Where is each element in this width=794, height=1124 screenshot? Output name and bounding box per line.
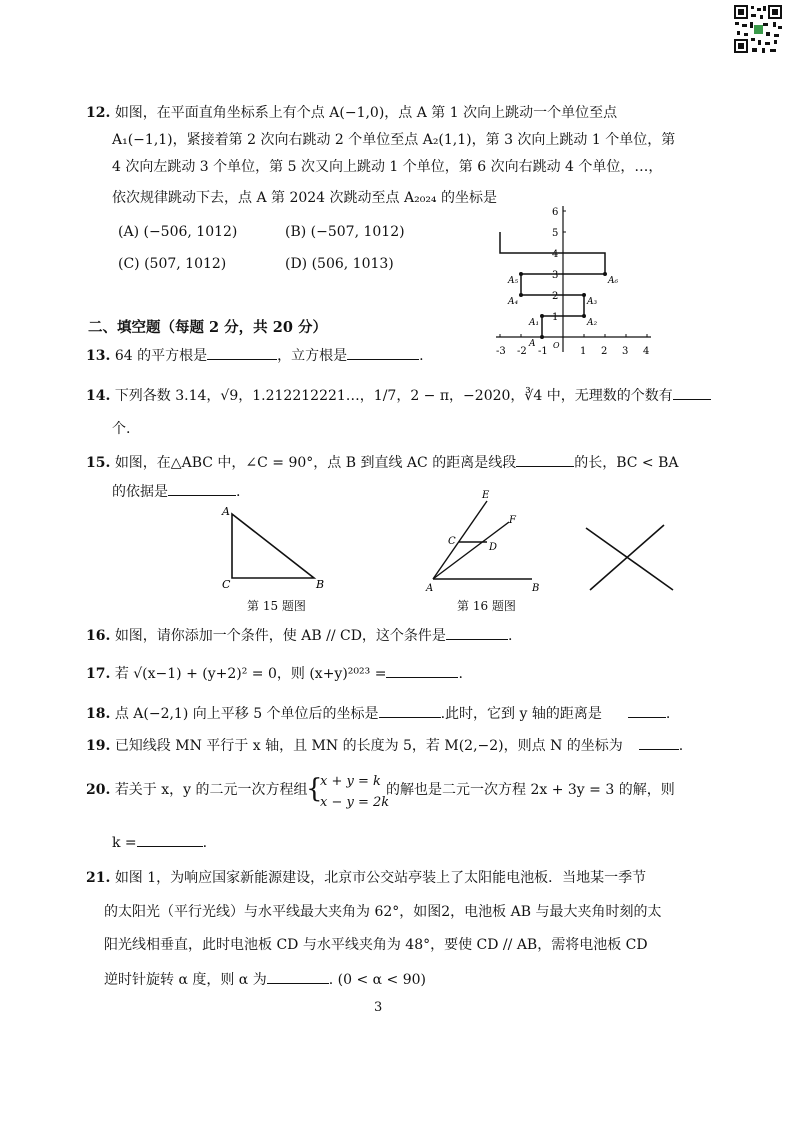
q15-line1 (86, 452, 679, 472)
jump-point-4 (519, 293, 523, 297)
q18-blank-distance[interactable] (628, 703, 666, 718)
q17-number: 17. (86, 666, 111, 682)
jump-point-3 (582, 293, 586, 297)
q13-text-b: ，立方根是 (277, 348, 348, 364)
q14-tail: 个. (112, 421, 131, 437)
q18-text-mid: .此时，它到 y 轴的距离是 (440, 706, 602, 722)
q12-option-b[interactable]: (B) (−507, 1012) (285, 224, 405, 240)
jump-point-6 (603, 272, 607, 276)
q12-text-line1: 如图，在平面直角坐标系上有个点 A(−1,0)，点 A 第 1 次向上跳动一个单位至点 (114, 105, 618, 121)
jump-point-label-4: A₄ (508, 297, 519, 307)
q20-line1 (86, 781, 308, 799)
q21-text-line1: 如图 1，为响应国家新能源建设，北京市公交站亭装上了太阳能电池板．当地某一季节 (114, 870, 647, 886)
q12-text-line2: A₁(−1,1)，紧接着第 2 次向右跳动 2 个单位至点 A₂(1,1)，第 3 次向上跳动 1 个单位，第 (112, 132, 676, 148)
q15-line2 (112, 481, 240, 501)
q21-text-line4: 逆时针旋转 α 度，则 α 为 (104, 972, 267, 988)
q19-line (86, 735, 683, 755)
fig16-label-f: F (509, 515, 516, 526)
fig16-ray-af (433, 522, 509, 579)
q20-equation-2: x − y = 2k (320, 795, 390, 810)
q21-blank[interactable] (267, 969, 329, 984)
q20-line2 (112, 832, 207, 852)
fig15-label-a: A (222, 505, 230, 518)
q21-line1 (86, 869, 646, 887)
fig15-label-b: B (316, 578, 325, 591)
q18-end: . (665, 706, 671, 722)
q16-blank[interactable] (446, 625, 508, 640)
x-tick-label: -2 (517, 346, 527, 357)
q15-text-end: . (236, 484, 241, 500)
jump-point-label-1: A₁ (529, 318, 540, 328)
q17-end: . (458, 666, 463, 682)
q15-text: 如图，在△ABC 中，∠C = 90°，点 B 到直线 AC 的距离是线段 (114, 455, 517, 471)
fig16-ray-ae (433, 501, 487, 579)
q21-line4 (104, 969, 426, 989)
q12-coordinate-graph (488, 202, 658, 362)
jump-point-2 (582, 314, 586, 318)
q12-option-a[interactable]: (A) (−506, 1012) (118, 224, 238, 240)
q19-text: 已知线段 MN 平行于 x 轴，且 MN 的长度为 5，若 M(2,−2)，则点 N 的坐标为 (114, 738, 623, 754)
jump-point-label-3: A₃ (587, 297, 598, 307)
q18-number: 18. (86, 706, 111, 722)
x-tick-label: 3 (622, 346, 629, 357)
q18-text: 点 A(−2,1) 向上平移 5 个单位后的坐标是 (114, 706, 379, 722)
page-number: 3 (374, 1000, 383, 1015)
q12-text-line3: 4 次向左跳动 3 个单位，第 5 次又向上跳动 1 个单位，第 6 次向右跳动 4 个单位，…， (112, 159, 663, 175)
q12-text-line4: 依次规律跳动下去，点 A 第 2024 次跳动至点 A₂₀₂₄ 的坐标是 (112, 190, 497, 206)
fig15-label-c: C (222, 578, 231, 591)
q17-text: 若 √(x−1) + (y+2)² = 0，则 (x+y)²⁰²³ = (114, 666, 387, 682)
q14-blank[interactable] (673, 385, 711, 400)
q20-text-b: 的解也是二元一次方程 2x + 3y = 3 的解，则 (386, 782, 675, 798)
jump-point-5 (519, 272, 523, 276)
x-tick-label: 4 (643, 346, 650, 357)
origin-label: O (553, 341, 560, 350)
fig16-label-b: B (532, 583, 540, 594)
y-tick-label: 6 (552, 207, 559, 218)
q19-number: 19. (86, 738, 111, 754)
q15-number: 15. (86, 455, 111, 471)
q12-option-c[interactable]: (C) (507, 1012) (118, 256, 227, 272)
y-tick-label: 4 (552, 249, 559, 260)
q20-system-brace: { (306, 774, 323, 804)
fig16-label-e: E (482, 490, 490, 501)
q16-text: 如图，请你添加一个条件，使 AB // CD，这个条件是 (114, 628, 446, 644)
q13-text-a: 64 的平方根是 (114, 348, 208, 364)
fig16-angle-figure (420, 485, 550, 595)
x-tick-label: 2 (601, 346, 608, 357)
q19-end: . (678, 738, 684, 754)
crossed-line-1 (586, 528, 673, 590)
q15-text-mid: 的长，BC < BA (574, 455, 679, 471)
section-2-heading: 二、填空题（每题 2 分，共 20 分） (88, 319, 327, 336)
qr-code-graphic (733, 4, 783, 54)
q15-blank-reason[interactable] (168, 481, 236, 496)
fig15-triangle (232, 514, 314, 578)
jump-point-label-0: A (529, 339, 536, 349)
y-tick-label: 1 (552, 312, 559, 323)
jump-point-label-6: A₆ (608, 276, 619, 286)
q12-number: 12. (86, 105, 111, 121)
x-tick-label: -1 (538, 346, 548, 357)
q13-text-c: . (419, 348, 424, 364)
fig15-caption: 第 15 题图 (247, 599, 306, 613)
fig16-label-a: A (426, 583, 434, 594)
y-tick-label: 2 (552, 291, 559, 302)
jump-point-0 (540, 335, 544, 339)
q20-equation-1: x + y = k (320, 774, 381, 789)
q17-blank[interactable] (386, 663, 458, 678)
crossed-line-2 (590, 525, 664, 590)
q14-text: 下列各数 3.14，√9，1.212212221…，1/7，2 − π，−2020，∛4 中，无理数的个数有 (114, 388, 673, 404)
q13-blank-square-root[interactable] (207, 345, 277, 360)
q16-number: 16. (86, 628, 111, 644)
q21-text-line2: 的太阳光（平行光线）与水平线最大夹角为 62°，如图2，电池板 AB 与最大夹角时刻的太 (104, 904, 662, 920)
q19-blank[interactable] (639, 735, 679, 750)
q20-text-a: 若关于 x，y 的二元一次方程组 (114, 782, 308, 798)
q20-k-label: k = (112, 835, 137, 851)
q20-blank[interactable] (137, 832, 203, 847)
q14-number: 14. (86, 388, 111, 404)
q20-number: 20. (86, 782, 111, 798)
fig16-label-d: D (489, 542, 498, 553)
q20-end: . (202, 835, 208, 851)
q18-blank-coordinate[interactable] (379, 703, 441, 718)
crossed-lines-figure (578, 520, 678, 595)
q21-text-line3: 阳光线相垂直，此时电池板 CD 与水平线夹角为 48°，要使 CD // AB，需将电池板 CD (104, 937, 648, 953)
q21-text-line4-end: . (0 < α < 90) (328, 972, 426, 988)
q21-number: 21. (86, 870, 111, 886)
q13-line (86, 345, 424, 365)
q17-line (86, 663, 463, 683)
q18-line (86, 703, 670, 723)
q15-blank-segment[interactable] (516, 452, 574, 467)
q13-blank-cube-root[interactable] (347, 345, 419, 360)
q16-end: . (507, 628, 513, 644)
q12-line1 (86, 104, 617, 122)
jump-point-1 (540, 314, 544, 318)
q16-line (86, 625, 512, 645)
fig16-label-c: C (448, 536, 456, 547)
q12-option-d[interactable]: (D) (506, 1013) (285, 256, 394, 272)
fig15-triangle-figure (210, 500, 335, 595)
fig16-caption: 第 16 题图 (457, 599, 516, 613)
q15-text-l2: 的依据是 (112, 484, 168, 500)
jump-point-label-5: A₅ (508, 276, 519, 286)
x-tick-label: 1 (580, 346, 587, 357)
jump-point-label-2: A₂ (587, 318, 598, 328)
qr-code (733, 4, 783, 54)
x-tick-label: -3 (496, 346, 506, 357)
y-tick-label: 5 (552, 228, 559, 239)
q14-line (86, 385, 711, 405)
q13-number: 13. (86, 348, 111, 364)
y-tick-label: 3 (552, 270, 559, 281)
